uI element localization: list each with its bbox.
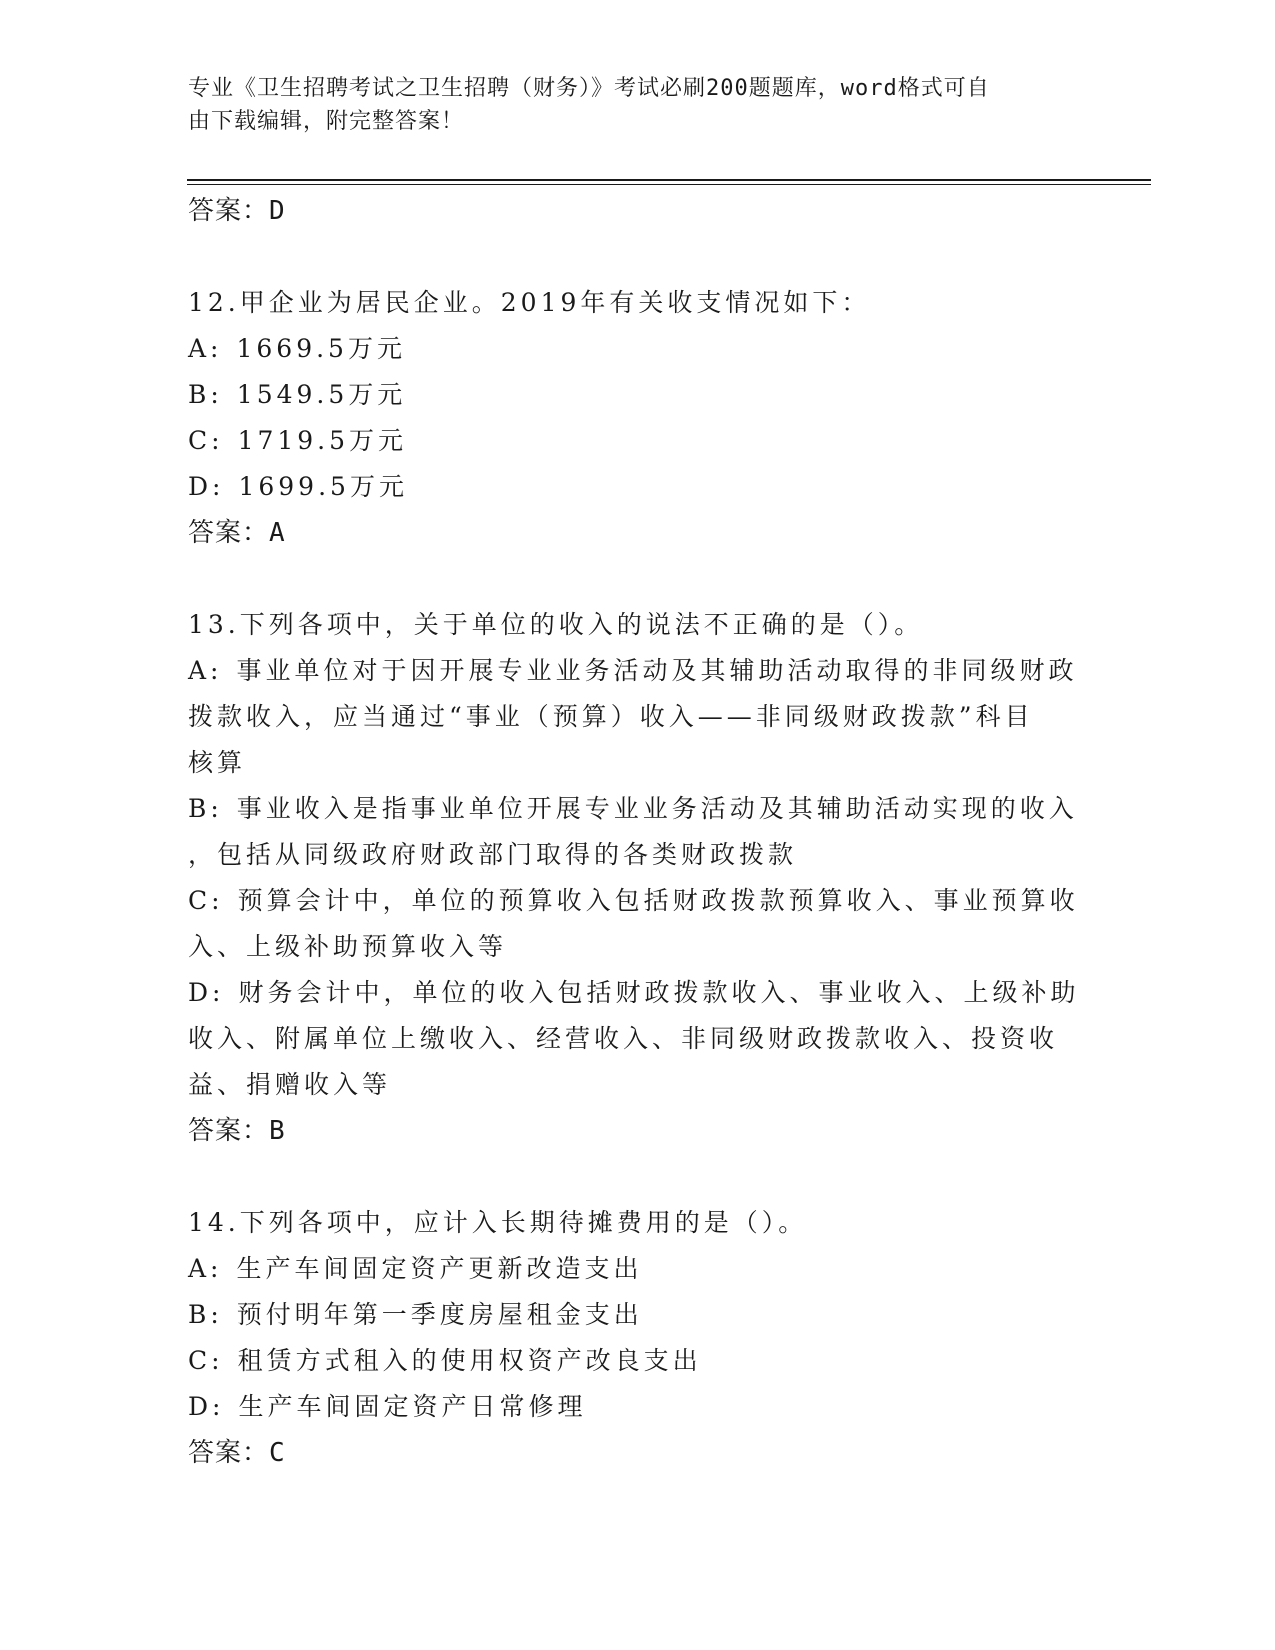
option-label: A: <box>188 656 223 685</box>
answer-value: C <box>269 1438 286 1468</box>
option-text: 租赁方式租入的使用权资产改良支出 <box>237 1346 702 1375</box>
option-text: 1549.5万元 <box>236 380 407 409</box>
option-text: 事业收入是指事业单位开展专业业务活动及其辅助活动实现的收入 ，包括从同级政府财政部门取得的各类财政拨款 <box>188 794 1078 869</box>
option-b <box>188 786 1088 878</box>
option-b <box>188 372 1088 418</box>
option-text: 生产车间固定资产日常修理 <box>238 1392 587 1421</box>
option-label: A: <box>188 334 223 363</box>
answer-line <box>188 510 1088 556</box>
answer-line <box>188 1108 1088 1154</box>
option-label: B: <box>188 794 223 823</box>
answer-prefix: 答案： <box>188 196 270 226</box>
option-label: B: <box>188 380 223 409</box>
option-label: D: <box>188 1392 225 1421</box>
question-stem <box>188 602 1088 648</box>
option-text: 1719.5万元 <box>237 426 408 455</box>
question-list <box>188 188 1088 1476</box>
option-text: 生产车间固定资产更新改造支出 <box>236 1254 643 1283</box>
document-header <box>188 72 1068 138</box>
option-label: C: <box>188 886 224 915</box>
option-label: C: <box>188 426 224 455</box>
option-d <box>188 970 1088 1108</box>
answer-value: A <box>269 518 286 548</box>
answer-value: B <box>269 1116 286 1146</box>
option-text: 预付明年第一季度房屋租金支出 <box>236 1300 643 1329</box>
answer-line <box>188 188 1088 234</box>
option-text: 事业单位对于因开展专业业务活动及其辅助活动取得的非同级财政 拨款收入，应当通过“事业（预算）收入——非同级财政拨款”科目 核算 <box>188 656 1078 777</box>
option-text: 1699.5万元 <box>238 472 408 501</box>
question-text: 下列各项中，关于单位的收入的说法不正确的是（）。 <box>239 610 924 639</box>
answer-line <box>188 1430 1088 1476</box>
option-label: B: <box>188 1300 223 1329</box>
option-c <box>188 878 1088 970</box>
header-line-2: 由下载编辑，附完整答案！ <box>188 109 465 134</box>
option-label: A: <box>188 1254 223 1283</box>
answer-prefix: 答案： <box>188 1116 270 1146</box>
option-label: D: <box>188 472 225 501</box>
option-label: D: <box>188 978 225 1007</box>
answer-prefix: 答案： <box>188 518 270 548</box>
option-text: 1669.5万元 <box>236 334 406 363</box>
header-rule-thin <box>187 184 1151 185</box>
question-stem <box>188 280 1088 326</box>
question-number: 13. <box>188 610 240 639</box>
option-b <box>188 1292 1088 1338</box>
option-d <box>188 1384 1088 1430</box>
question-block <box>188 280 1088 556</box>
question-text: 甲企业为居民企业。2019年有关收支情况如下： <box>239 288 871 317</box>
option-d <box>188 464 1088 510</box>
question-stem <box>188 1200 1088 1246</box>
option-a <box>188 326 1088 372</box>
option-c <box>188 1338 1088 1384</box>
answer-value: D <box>269 196 286 226</box>
option-a <box>188 648 1088 786</box>
option-a <box>188 1246 1088 1292</box>
question-text: 下列各项中，应计入长期待摊费用的是（）。 <box>239 1208 808 1237</box>
question-number: 14. <box>188 1208 240 1237</box>
answer-prefix: 答案： <box>188 1438 270 1468</box>
option-label: C: <box>188 1346 224 1375</box>
option-text: 预算会计中，单位的预算收入包括财政拨款预算收入、事业预算收 入、上级补助预算收入等 <box>188 886 1079 961</box>
header-line-1: 专业《卫生招聘考试之卫生招聘（财务）》考试必刷200题题库，word格式可自 <box>188 76 990 101</box>
option-c <box>188 418 1088 464</box>
question-block <box>188 602 1088 1154</box>
question-number: 12. <box>188 288 240 317</box>
header-rule-thick <box>187 179 1151 181</box>
question-block <box>188 1200 1088 1476</box>
option-text: 财务会计中，单位的收入包括财政拨款收入、事业收入、上级补助 收入、附属单位上缴收入、经营收入、非同级财政拨款收入、投资收 益、捐赠收入等 <box>188 978 1080 1099</box>
